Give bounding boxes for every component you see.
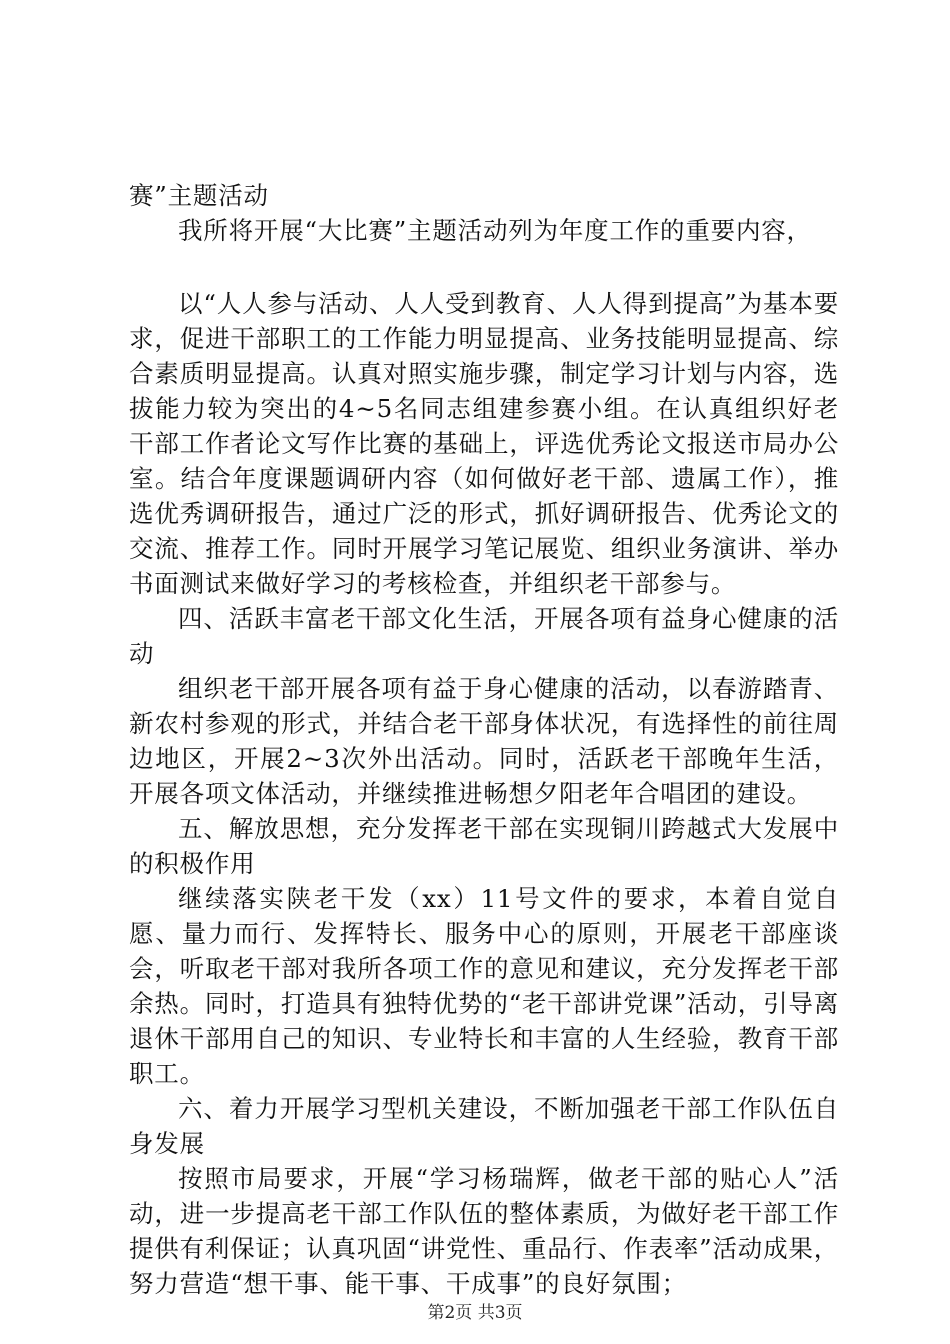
section-heading-4: 四、活跃丰富老干部文化生活，开展各项有益身心健康的活动 — [129, 604, 839, 668]
section-heading-5: 五、解放思想，充分发挥老干部在实现铜川跨越式大发展中的积极作用 — [129, 814, 839, 878]
paragraph-competition: 以“人人参与活动、人人受到教育、人人得到提高”为基本要求，促进干部职工的工作能力明显提高、业务技能明显提高、综合素质明显提高。认真对照实施步骤，制定学习计划与内容，选拔能力较为突出的4~5名同志组建参赛小组。在认真组织好老干部工作者论文写作比赛的基础上，评选优秀论文报送市局办公室。结合年度课题调研内容（如何做好老干部、遗属工作），推选优秀调研报告，通过广泛的形式，抓好调研报告、优秀论文的交流、推荐工作。同时开展学习笔记展览、组织业务演讲、举办书面测试来做好学习的考核检查，并组织老干部参与。 — [129, 289, 839, 598]
paragraph-culture: 组织老干部开展各项有益于身心健康的活动，以春游踏青、新农村参观的形式，并结合老干部身体状况，有选择性的前往周边地区，开展2~3次外出活动。同时，活跃老干部晚年生活，开展各项文体活动，并继续推进畅想夕阳老年合唱团的建设。 — [129, 674, 839, 808]
page-number: 第2页 共3页 — [427, 1303, 523, 1323]
paragraph-role: 继续落实陕老干发（xx）11号文件的要求，本着自觉自愿、量力而行、发挥特长、服务中心的原则，开展老干部座谈会，听取老干部对我所各项工作的意见和建议，充分发挥老干部余热。同时，打造具有独特优势的“老干部讲党课”活动，引导离退休干部用自己的知识、专业特长和丰富的人生经验，教育干部职工。 — [129, 884, 839, 1088]
document-body — [129, 178, 839, 1301]
paragraph-heading-tail: 赛”主题活动 — [129, 181, 269, 210]
paragraph-intro: 我所将开展“大比赛”主题活动列为年度工作的重要内容， — [178, 216, 812, 245]
paragraph-learning: 按照市局要求，开展“学习杨瑞辉，做老干部的贴心人”活动，进一步提高老干部工作队伍的整体素质，为做好老干部工作提供有利保证；认真巩固“讲党性、重品行、作表率”活动成果，努力营造“想干事、能干事、干成事”的良好氛围； — [129, 1164, 839, 1298]
section-heading-6: 六、着力开展学习型机关建设，不断加强老干部工作队伍自身发展 — [129, 1094, 839, 1158]
